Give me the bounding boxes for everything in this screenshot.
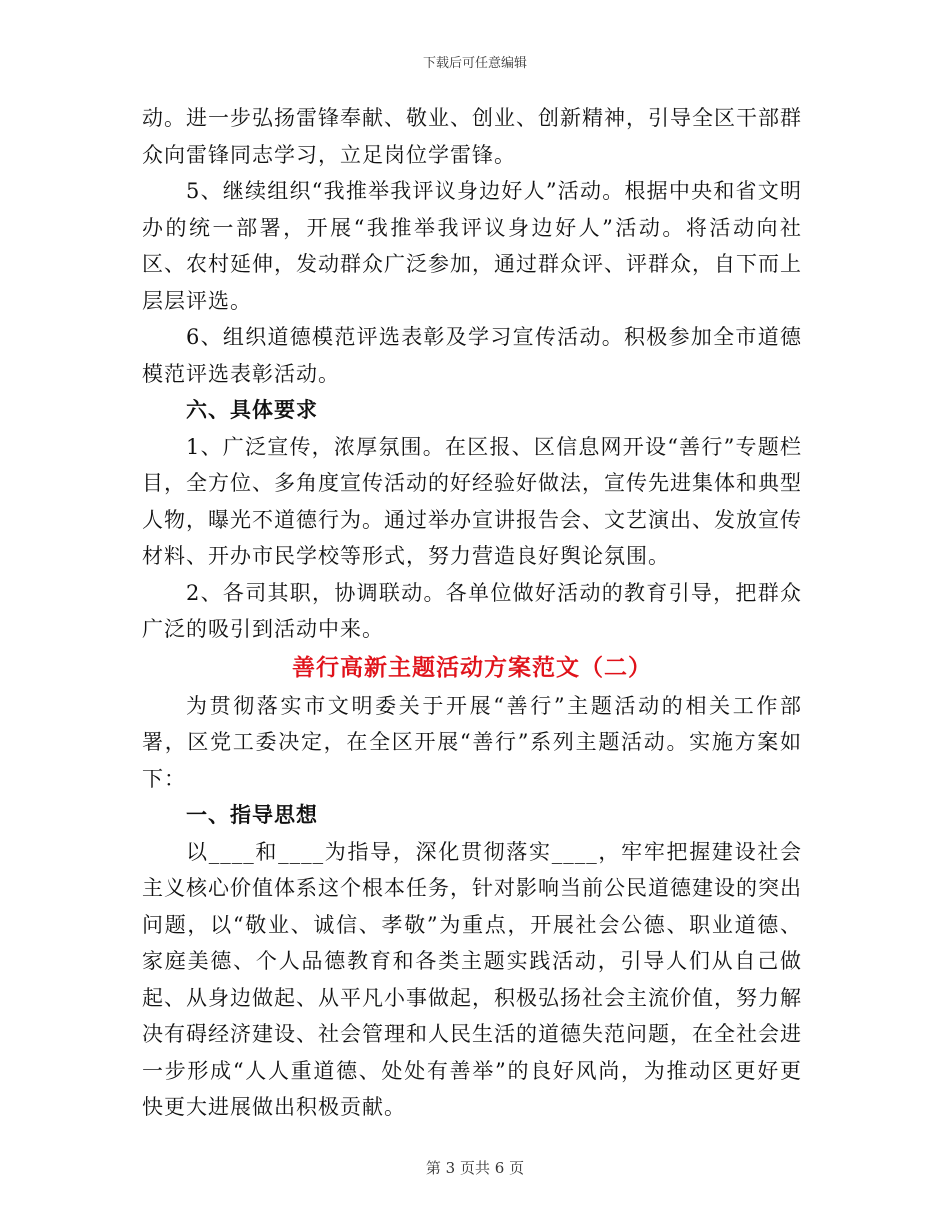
paragraph-intro: 为贯彻落实市文明委关于开展“善行”主题活动的相关工作部署，区党工委决定，在全区开展“善行”系列主题活动。实施方案如下： [142, 693, 802, 791]
document-title: 善行高新主题活动方案范文（二） [292, 653, 652, 681]
paragraph-guiding-ideology: 以____和____为指导，深化贯彻落实____，牢牢把握建设社会主义核心价值体系这个根本任务，针对影响当前公民道德建设的突出问题，以“敬业、诚信、孝敬”为重点，开展社会公德、职业道德、家庭美德、个人品德教育和各类主题实践活动，引导人们从自己做起、从身边做起、从平凡小事做起，积极弘扬社会主流价值，努力解决有碍经济建设、社会管理和人民生活的道德失范问题，在全社会进一步形成“人人重道德、处处有善举”的良好风尚，为推动区更好更快更大进展做出积极贡献。 [142, 839, 802, 1119]
paragraph-item-5: 5、继续组织“我推举我评议身边好人”活动。根据中央和省文明办的统一部署，开展“我推举我评议身边好人”活动。将活动向社区、农村延伸，发动群众广泛参加，通过群众评、评群众，自下而上层层评选。 [142, 179, 802, 313]
section-heading-requirements: 六、具体要求 [186, 397, 318, 422]
page-header: 下载后可任意编辑 [422, 56, 527, 71]
document-body [142, 100, 802, 1126]
paragraph-requirement-1: 1、广泛宣传，浓厚氛围。在区报、区信息网开设“善行”专题栏目，全方位、多角度宣传活动的好经验好做法，宣传先进集体和典型人物，曝光不道德行为。通过举办宣讲报告会、文艺演出、发放宣传材料、开办市民学校等形式，努力营造良好舆论氛围。 [142, 434, 802, 568]
paragraph-continuation: 动。进一步弘扬雷锋奉献、敬业、创业、创新精神，引导全区干部群众向雷锋同志学习，立足岗位学雷锋。 [142, 106, 802, 167]
paragraph-requirement-2: 2、各司其职，协调联动。各单位做好活动的教育引导，把群众广泛的吸引到活动中来。 [142, 580, 802, 641]
page-footer: 第 3 页共 6 页 [425, 1159, 525, 1177]
paragraph-item-6: 6、组织道德模范评选表彰及学习宣传活动。积极参加全市道德模范评选表彰活动。 [142, 325, 802, 386]
section-heading-guiding-ideology: 一、指导思想 [186, 802, 318, 827]
